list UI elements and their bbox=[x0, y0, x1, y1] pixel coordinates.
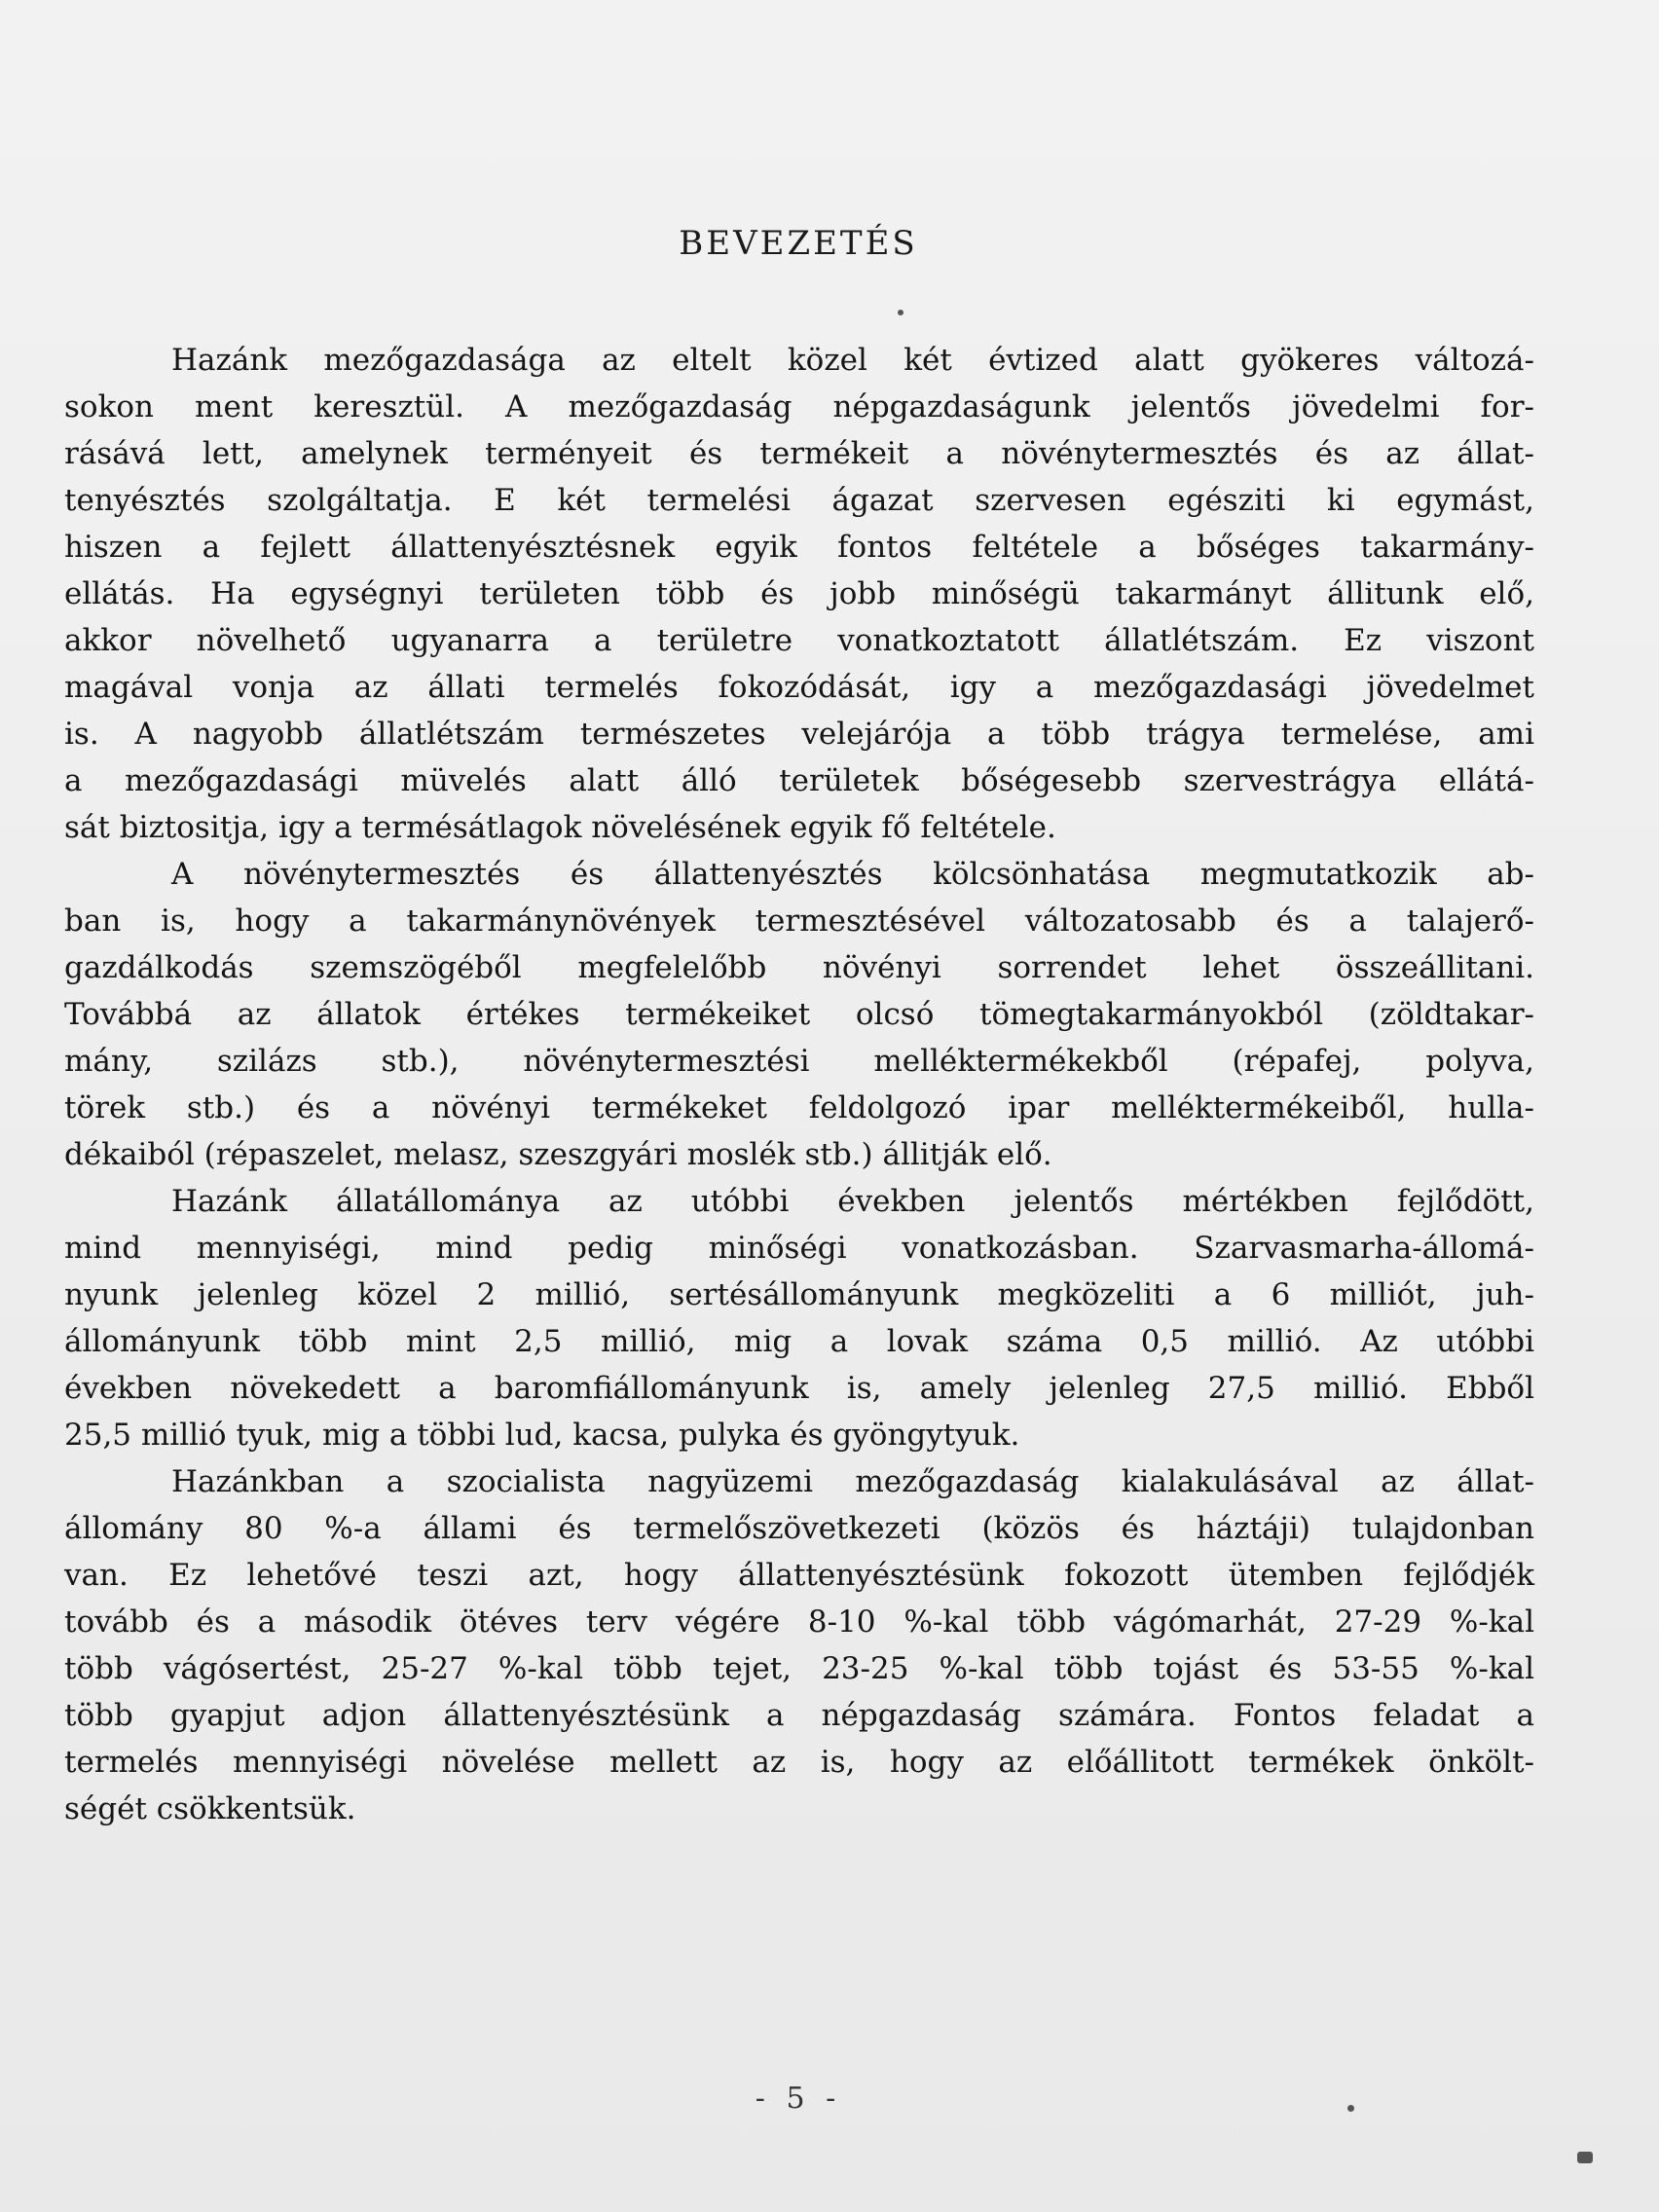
text-line: ségét csökkentsük. bbox=[64, 1791, 356, 1826]
text-line: dékaiból (répaszelet, melasz, szeszgyári moslék stb.) állitják elő. bbox=[64, 1137, 1052, 1172]
text-line: a mezőgazdasági müvelés alatt álló területek bőségesebb szervestrágya ellátá- bbox=[64, 763, 1534, 798]
text-line: rásává lett, amelynek terményeit és termékeit a növénytermesztés és az állat- bbox=[64, 436, 1534, 471]
text-line: állományunk több mint 2,5 millió, mig a lovak száma 0,5 millió. Az utóbbi bbox=[64, 1324, 1534, 1359]
text-line: is. A nagyobb állatlétszám természetes velejárója a több trágya termelése, ami bbox=[64, 717, 1534, 752]
text-line: több gyapjut adjon állattenyésztésünk a népgazdaság számára. Fontos feladat a bbox=[64, 1698, 1534, 1733]
text-line: ban is, hogy a takarmánynövények termesztésével változatosabb és a talajerő- bbox=[64, 903, 1534, 939]
text-line: tovább és a második ötéves terv végére 8-10 %-kal több vágómarhát, 27-29 %-kal bbox=[64, 1604, 1534, 1640]
text-line: termelés mennyiségi növelése mellett az is, hogy az előállitott termékek önkölt- bbox=[64, 1745, 1534, 1780]
text-line: mind mennyiségi, mind pedig minőségi vonatkozásban. Szarvasmarha-állomá- bbox=[64, 1231, 1534, 1266]
body-text bbox=[64, 337, 1534, 1832]
text-line: nyunk jelenleg közel 2 millió, sertésállományunk megközeliti a 6 milliót, juh- bbox=[64, 1277, 1534, 1312]
text-line: Hazánk mezőgazdasága az eltelt közel két évtized alatt gyökeres változá- bbox=[171, 343, 1534, 378]
text-line: Továbbá az állatok értékes termékeiket olcsó tömegtakarmányokból (zöldtakar- bbox=[64, 997, 1534, 1032]
text-line: törek stb.) és a növényi termékeket feldolgozó ipar melléktermékeiből, hulla- bbox=[64, 1090, 1534, 1125]
print-speck bbox=[1347, 2105, 1354, 2112]
text-line: A növénytermesztés és állattenyésztés kölcsönhatása megmutatkozik ab- bbox=[171, 857, 1534, 892]
text-line: tenyésztés szolgáltatja. E két termelési ágazat szervesen egésziti ki egymást, bbox=[64, 483, 1534, 518]
print-speck bbox=[898, 310, 903, 315]
text-line: akkor növelhető ugyanarra a területre vonatkoztatott állatlétszám. Ez viszont bbox=[64, 623, 1534, 658]
text-line: hiszen a fejlett állattenyésztésnek egyik fontos feltétele a bőséges takarmány- bbox=[64, 530, 1534, 565]
paragraph bbox=[64, 1458, 1534, 1832]
paragraph bbox=[64, 1178, 1534, 1458]
text-line: állomány 80 %-a állami és termelőszövetkezeti (közös és háztáji) tulajdonban bbox=[64, 1511, 1534, 1546]
text-line: években növekedett a baromfiállományunk is, amely jelenleg 27,5 millió. Ebből bbox=[64, 1371, 1534, 1406]
text-line: Hazánkban a szocialista nagyüzemi mezőgazdaság kialakulásával az állat- bbox=[171, 1464, 1534, 1499]
text-line: több vágósertést, 25-27 %-kal több tejet, 23-25 %-kal több tojást és 53-55 %-kal bbox=[64, 1651, 1534, 1686]
paragraph bbox=[64, 337, 1534, 851]
text-line: Hazánk állatállománya az utóbbi években jelentős mértékben fejlődött, bbox=[171, 1184, 1534, 1219]
paragraph bbox=[64, 851, 1534, 1178]
page-title: BEVEZETÉS bbox=[679, 224, 918, 263]
text-line: van. Ez lehetővé teszi azt, hogy állattenyésztésünk fokozott ütemben fejlődjék bbox=[64, 1558, 1534, 1593]
text-line: gazdálkodás szemszögéből megfelelőbb növényi sorrendet lehet összeállitani. bbox=[64, 950, 1534, 985]
text-line: 25,5 millió tyuk, mig a többi lud, kacsa, pulyka és gyöngytyuk. bbox=[64, 1418, 1020, 1453]
print-speck bbox=[1577, 2152, 1593, 2163]
page-number: - 5 - bbox=[755, 2082, 842, 2116]
text-line: magával vonja az állati termelés fokozódását, igy a mezőgazdasági jövedelmet bbox=[64, 670, 1534, 705]
text-line: ellátás. Ha egységnyi területen több és jobb minőségü takarmányt állitunk elő, bbox=[64, 576, 1534, 611]
text-line: mány, szilázs stb.), növénytermesztési melléktermékekből (répafej, polyva, bbox=[64, 1044, 1534, 1079]
text-line: sát biztositja, igy a termésátlagok növelésének egyik fő feltétele. bbox=[64, 810, 1056, 845]
text-line: sokon ment keresztül. A mezőgazdaság népgazdaságunk jelentős jövedelmi for- bbox=[64, 389, 1534, 424]
